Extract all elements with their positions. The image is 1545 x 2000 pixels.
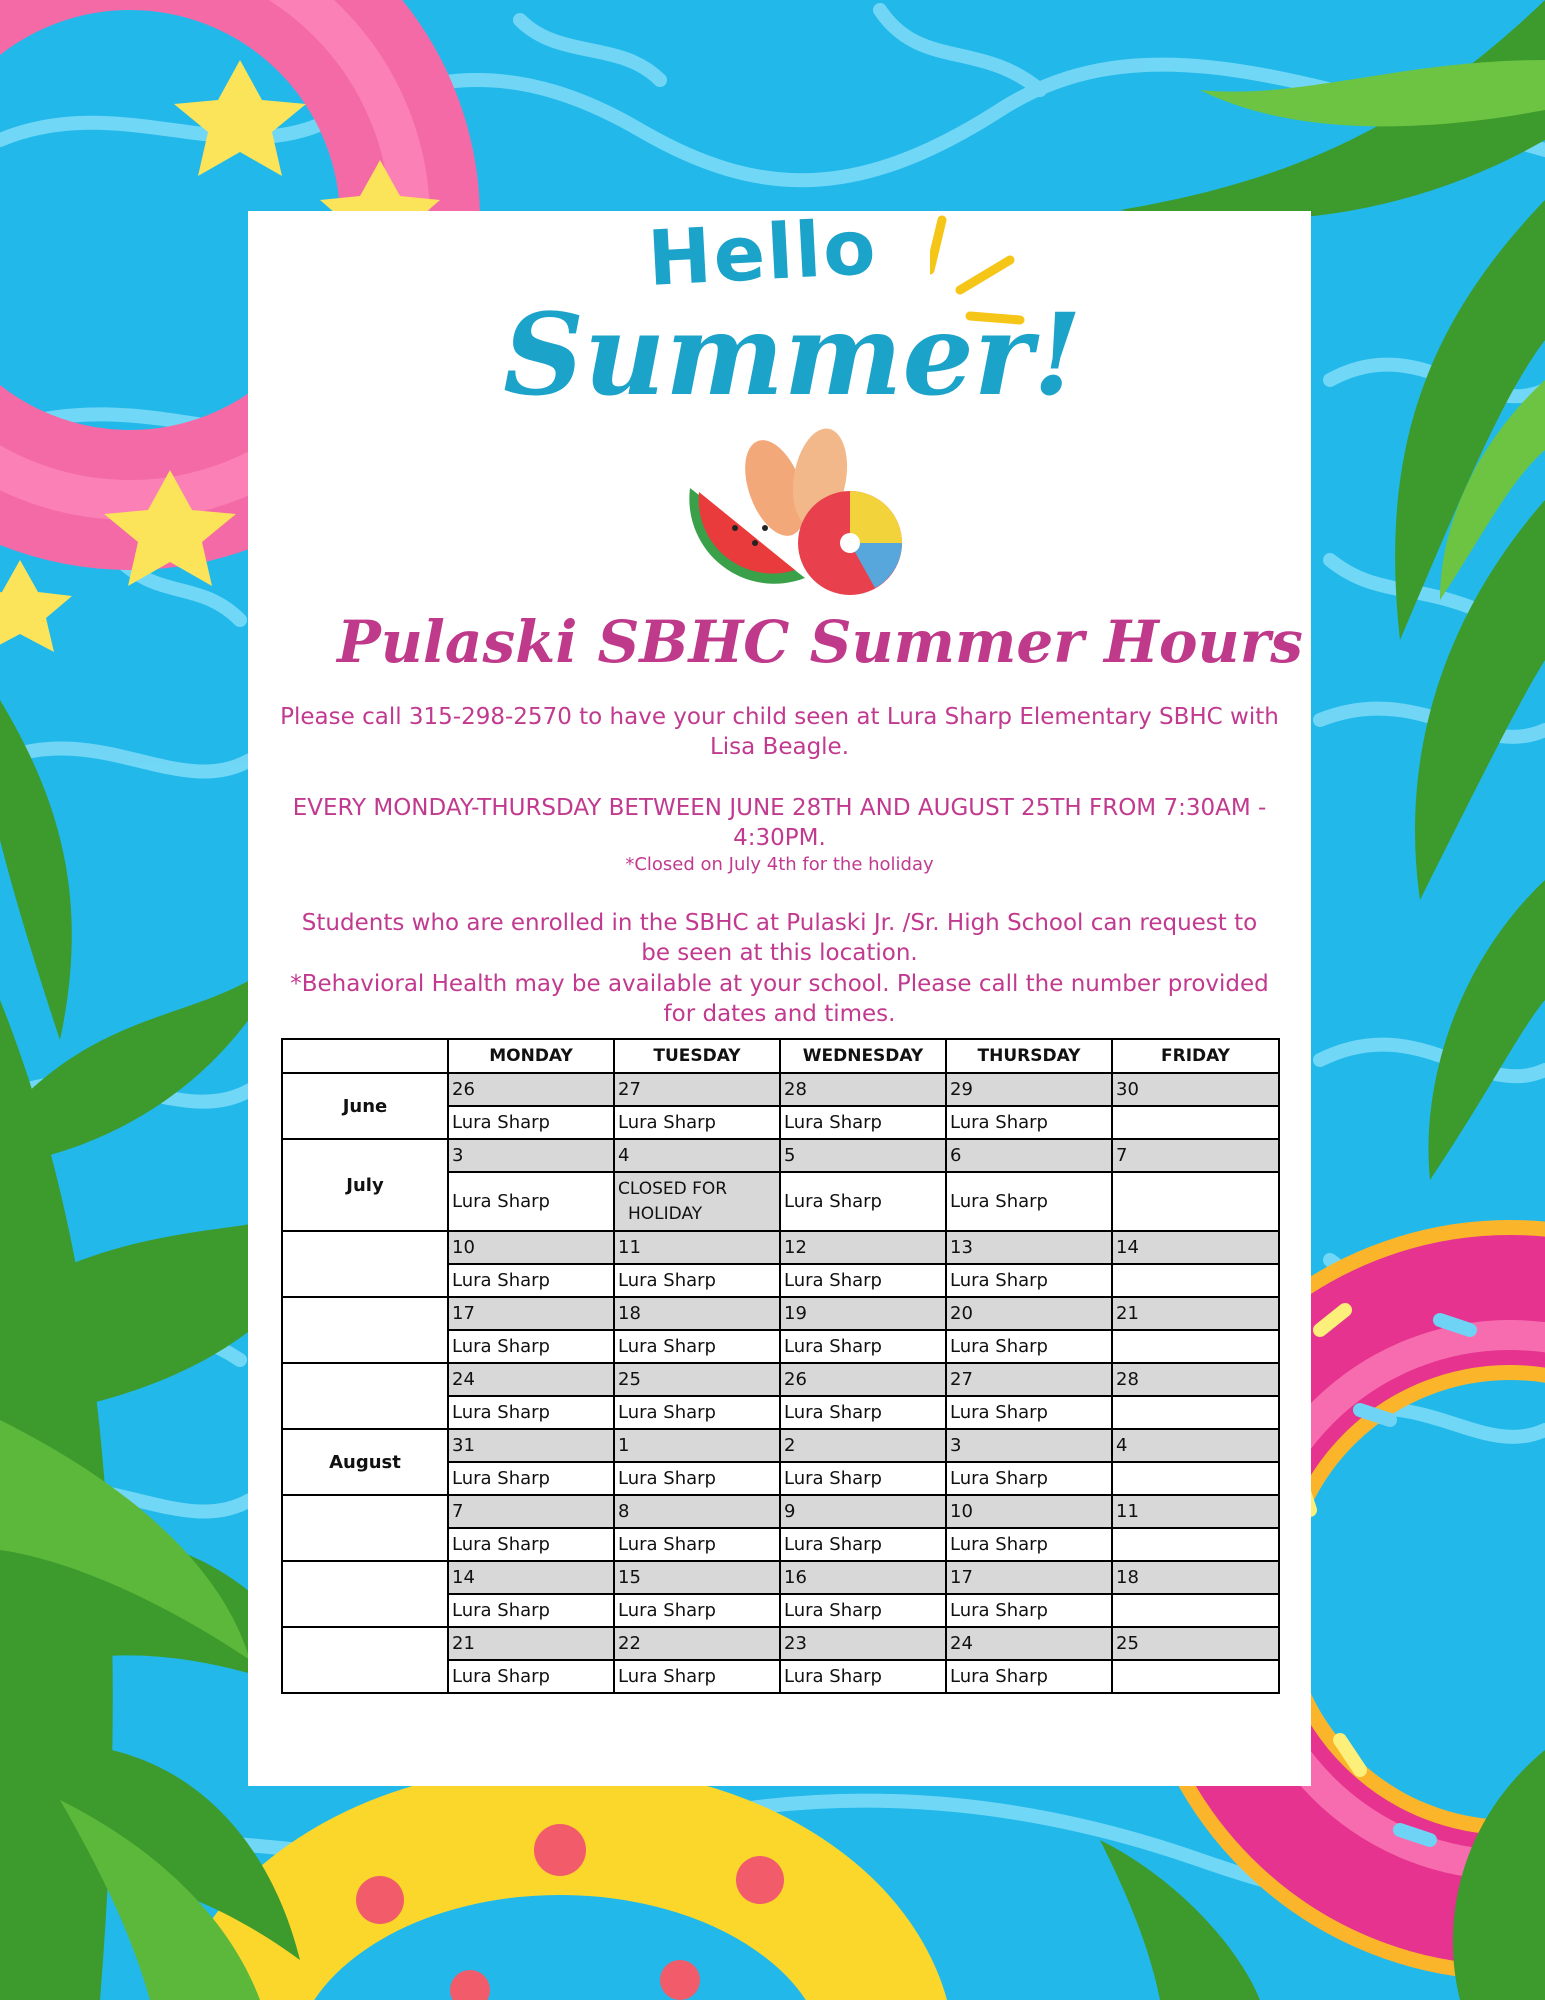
students-line-1: Students who are enrolled in the SBHC at Pulaski Jr. /Sr. High School can request to (301, 910, 1258, 936)
students-line-2: be seen at this location. (641, 940, 918, 966)
date-cell: 3 (448, 1139, 614, 1172)
date-cell: 17 (448, 1297, 614, 1330)
date-cell: 12 (780, 1231, 946, 1264)
empty-cell (1112, 1594, 1279, 1627)
behavioral-line-2: for dates and times. (663, 1001, 896, 1027)
month-blank (282, 1363, 448, 1429)
date-cell: 10 (448, 1231, 614, 1264)
closed-holiday-cell (614, 1172, 780, 1231)
location-cell: Lura Sharp (946, 1660, 1112, 1693)
date-cell: 31 (448, 1429, 614, 1462)
empty-cell (1112, 1396, 1279, 1429)
empty-cell (1112, 1264, 1279, 1297)
location-cell: Lura Sharp (614, 1462, 780, 1495)
summer-text: Summer! (503, 290, 1082, 421)
hello-text: Hello (645, 202, 880, 303)
date-row (282, 1429, 1279, 1462)
location-cell: Lura Sharp (946, 1106, 1112, 1139)
location-cell: Lura Sharp (448, 1594, 614, 1627)
location-cell: Lura Sharp (780, 1330, 946, 1363)
location-cell: Lura Sharp (614, 1264, 780, 1297)
location-cell: Lura Sharp (448, 1660, 614, 1693)
date-cell: 14 (1112, 1231, 1279, 1264)
location-cell: Lura Sharp (448, 1106, 614, 1139)
location-cell: Lura Sharp (614, 1528, 780, 1561)
location-cell: Lura Sharp (780, 1106, 946, 1139)
date-cell: 28 (780, 1073, 946, 1106)
date-cell: 19 (780, 1297, 946, 1330)
call-line-1: Please call 315-298-2570 to have your child seen at Lura Sharp Elementary SBHC with (280, 704, 1279, 730)
date-cell: 27 (946, 1363, 1112, 1396)
date-cell: 1 (614, 1429, 780, 1462)
schedule-table (281, 1038, 1280, 1694)
location-cell: Lura Sharp (448, 1330, 614, 1363)
date-cell: 24 (946, 1627, 1112, 1660)
location-cell: Lura Sharp (614, 1594, 780, 1627)
date-cell: 9 (780, 1495, 946, 1528)
date-cell: 2 (780, 1429, 946, 1462)
date-cell: 14 (448, 1561, 614, 1594)
date-cell: 7 (1112, 1139, 1279, 1172)
date-row (282, 1231, 1279, 1264)
date-row (282, 1139, 1279, 1172)
header-thursday: THURSDAY (946, 1039, 1112, 1073)
date-cell: 17 (946, 1561, 1112, 1594)
call-line-2: Lisa Beagle. (709, 734, 850, 760)
location-cell: Lura Sharp (448, 1396, 614, 1429)
closed-line-2: HOLIDAY (628, 1203, 703, 1224)
date-cell: 11 (1112, 1495, 1279, 1528)
date-cell: 28 (1112, 1363, 1279, 1396)
location-cell: Lura Sharp (780, 1462, 946, 1495)
location-cell: Lura Sharp (614, 1330, 780, 1363)
location-cell: Lura Sharp (448, 1528, 614, 1561)
date-cell: 15 (614, 1561, 780, 1594)
month-blank (282, 1561, 448, 1627)
location-cell: Lura Sharp (946, 1594, 1112, 1627)
date-row (282, 1495, 1279, 1528)
month-blank (282, 1231, 448, 1297)
date-cell: 22 (614, 1627, 780, 1660)
date-cell: 29 (946, 1073, 1112, 1106)
empty-cell (1112, 1330, 1279, 1363)
location-cell: Lura Sharp (946, 1264, 1112, 1297)
closed-line-1: CLOSED FOR (618, 1178, 728, 1199)
date-cell: 21 (1112, 1297, 1279, 1330)
date-cell: 16 (780, 1561, 946, 1594)
month-august: August (282, 1429, 448, 1495)
date-cell: 13 (946, 1231, 1112, 1264)
location-cell: Lura Sharp (614, 1396, 780, 1429)
date-cell: 5 (780, 1139, 946, 1172)
location-cell: Lura Sharp (780, 1172, 946, 1231)
empty-cell (1112, 1462, 1279, 1495)
location-cell: Lura Sharp (448, 1462, 614, 1495)
date-row (282, 1073, 1279, 1106)
date-cell: 27 (614, 1073, 780, 1106)
behavioral-line-1: *Behavioral Health may be available at your school. Please call the number provided (290, 971, 1269, 997)
location-cell: Lura Sharp (780, 1264, 946, 1297)
header-tuesday: TUESDAY (614, 1039, 780, 1073)
date-row (282, 1297, 1279, 1330)
header-monday: MONDAY (448, 1039, 614, 1073)
date-cell: 18 (1112, 1561, 1279, 1594)
date-row (282, 1627, 1279, 1660)
location-cell: Lura Sharp (780, 1594, 946, 1627)
location-cell: Lura Sharp (946, 1462, 1112, 1495)
header-blank (282, 1039, 448, 1073)
date-cell: 30 (1112, 1073, 1279, 1106)
location-cell: Lura Sharp (614, 1660, 780, 1693)
date-cell: 10 (946, 1495, 1112, 1528)
date-cell: 26 (780, 1363, 946, 1396)
date-cell: 6 (946, 1139, 1112, 1172)
date-cell: 20 (946, 1297, 1112, 1330)
date-cell: 3 (946, 1429, 1112, 1462)
date-cell: 7 (448, 1495, 614, 1528)
date-cell: 26 (448, 1073, 614, 1106)
page-title: Pulaski SBHC Summer Hours (337, 608, 1303, 676)
date-cell: 24 (448, 1363, 614, 1396)
location-cell: Lura Sharp (780, 1528, 946, 1561)
hours-line-1: EVERY MONDAY-THURSDAY BETWEEN JUNE 28TH AND AUGUST 25TH FROM 7:30AM - (292, 795, 1267, 821)
empty-cell (1112, 1172, 1279, 1231)
empty-cell (1112, 1106, 1279, 1139)
location-cell: Lura Sharp (946, 1330, 1112, 1363)
header-friday: FRIDAY (1112, 1039, 1279, 1073)
hours-line-2: 4:30PM. (733, 825, 826, 851)
location-cell: Lura Sharp (946, 1396, 1112, 1429)
date-cell: 18 (614, 1297, 780, 1330)
summer-items-icon (685, 428, 905, 598)
empty-cell (1112, 1528, 1279, 1561)
location-cell: Lura Sharp (780, 1396, 946, 1429)
month-blank (282, 1495, 448, 1561)
location-cell: Lura Sharp (780, 1660, 946, 1693)
location-cell: Lura Sharp (946, 1172, 1112, 1231)
date-cell: 4 (614, 1139, 780, 1172)
location-cell: Lura Sharp (946, 1528, 1112, 1561)
date-cell: 4 (1112, 1429, 1279, 1462)
date-cell: 25 (1112, 1627, 1279, 1660)
date-row (282, 1561, 1279, 1594)
month-june: June (282, 1073, 448, 1139)
date-cell: 25 (614, 1363, 780, 1396)
date-cell: 21 (448, 1627, 614, 1660)
schedule-header-row (282, 1039, 1279, 1073)
month-july: July (282, 1139, 448, 1231)
location-cell: Lura Sharp (448, 1264, 614, 1297)
month-blank (282, 1297, 448, 1363)
empty-cell (1112, 1660, 1279, 1693)
header-wednesday: WEDNESDAY (780, 1039, 946, 1073)
date-cell: 23 (780, 1627, 946, 1660)
date-cell: 8 (614, 1495, 780, 1528)
date-cell: 11 (614, 1231, 780, 1264)
month-blank (282, 1627, 448, 1693)
date-row (282, 1363, 1279, 1396)
location-cell: Lura Sharp (448, 1172, 614, 1231)
closed-note: *Closed on July 4th for the holiday (625, 854, 934, 875)
location-cell: Lura Sharp (614, 1106, 780, 1139)
